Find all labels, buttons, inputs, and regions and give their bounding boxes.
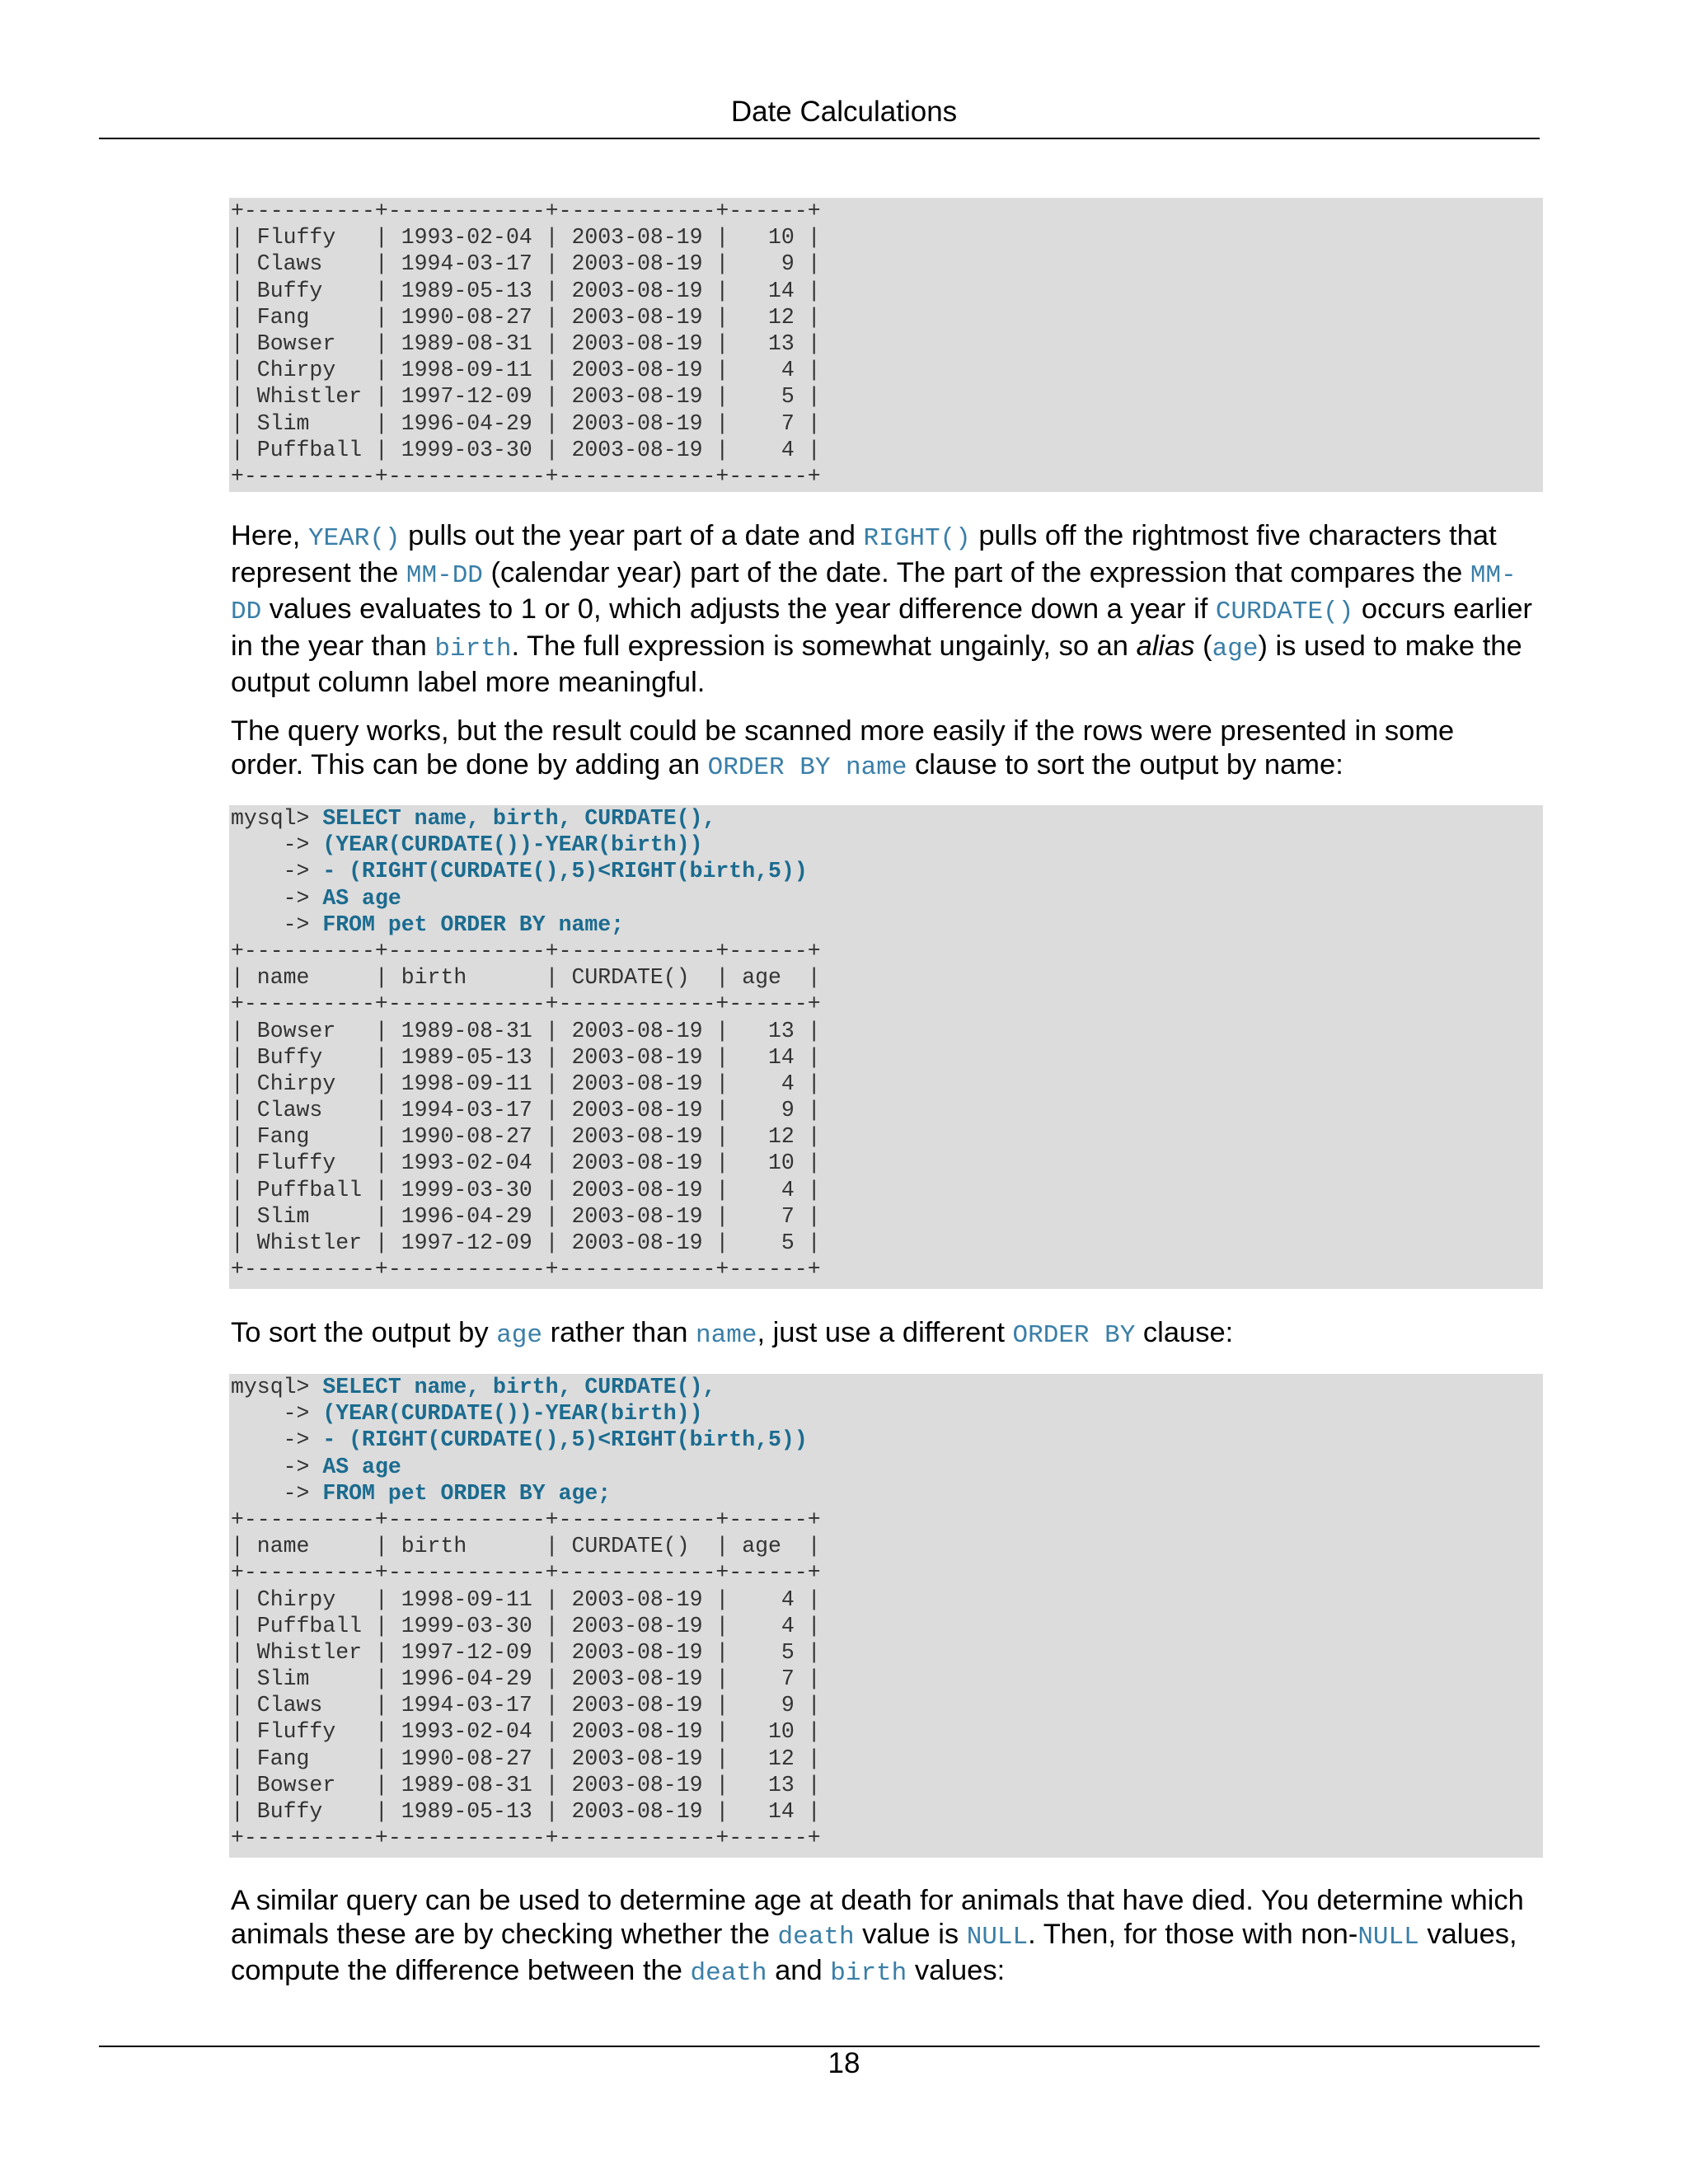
sql-command: FROM pet ORDER BY age; — [322, 1480, 612, 1506]
inline-code: RIGHT() — [863, 524, 971, 553]
code-line: +----------+------------+------------+------+ — [231, 1507, 821, 1532]
code-line: +----------+------------+------------+------+ — [231, 938, 821, 963]
sql-command: SELECT name, birth, CURDATE(), — [322, 806, 716, 831]
sql-command: (YEAR(CURDATE())-YEAR(birth)) — [322, 832, 703, 858]
sql-command: AS age — [322, 885, 401, 911]
inline-code: MM-DD — [406, 560, 483, 590]
inline-code: NULL — [1357, 1922, 1419, 1952]
code-line: | Puffball | 1999-03-30 | 2003-08-19 | 4 | — [231, 1613, 821, 1638]
paragraph-year-right-explanation: Here, YEAR() pulls out the year part of a date and RIGHT() pulls off the rightmost five characters that represent the MM-DD (calendar year) part of the date. The part of the expression that compares the MM-DD values evaluates to 1 or 0, which adjusts the year difference down a year if CURDATE() occurs earlier in the year than birth. The full expression is somewhat ungainly, so an alias (age) is used to make the output column label more meaningful. — [231, 520, 1532, 698]
code-line: | Puffball | 1999-03-30 | 2003-08-19 | 4 | — [231, 437, 821, 462]
code-line: | Slim | 1996-04-29 | 2003-08-19 | 7 | — [231, 410, 821, 436]
paragraph-order-by-name: The query works, but the result could be scanned more easily if the rows were presented in some order. This can be done by adding an ORDER BY name clause to sort the output by name: — [231, 715, 1455, 782]
code-block-order-by-name: mysql> SELECT name, birth, CURDATE(), -> (YEAR(CURDATE())-YEAR(birth)) -> - (RIGHT(CURDATE(),5)<RIGHT(birth,5)) -> AS age -> FROM pet ORDER BY name; +----------+------------+------------+------+ | name | birth | CURDATE() | age | +----------+------------+------------+------+ | Bowser | 1989-08-31 | 2003-08-19 | 13 | | Buffy | 1989-05-13 | 2003-08-19 | 14 | | Chirpy | 1998-09-11 | 2003-08-19 | 4 | | Claws | 1994-03-17 | 2003-08-19 | 9 | | Fang | 1990-08-27 | 2003-08-19 | 12 | | Fluffy | 1993-02-04 | 2003-08-19 | 10 | | Puffball | 1999-03-30 | 2003-08-19 | 4 | | Slim | 1996-04-29 | 2003-08-19 | 7 | | Whistler | 1997-12-09 | 2003-08-19 | 5 | +----------+------------+------------+------+ — [229, 805, 1543, 1289]
inline-code: CURDATE() — [1215, 598, 1354, 626]
code-line: | name | birth | CURDATE() | age | — [231, 965, 821, 991]
inline-code: NULL — [966, 1922, 1029, 1952]
inline-code: death — [777, 1922, 855, 1952]
code-line: +----------+------------+------------+------+ — [231, 991, 821, 1017]
code-line: | Claws | 1994-03-17 | 2003-08-19 | 9 | — [231, 1693, 821, 1718]
code-line: | Fluffy | 1993-02-04 | 2003-08-19 | 10 | — [231, 1151, 821, 1176]
code-line: | Fluffy | 1993-02-04 | 2003-08-19 | 10 | — [231, 1719, 821, 1745]
sql-command: FROM pet ORDER BY name; — [322, 912, 625, 937]
code-line: +----------+------------+------------+------+ — [231, 463, 821, 489]
code-line: +----------+------------+------------+------+ — [231, 1560, 821, 1586]
code-line: +----------+------------+------------+------+ — [231, 1257, 821, 1282]
sql-command: (YEAR(CURDATE())-YEAR(birth)) — [322, 1401, 703, 1427]
inline-code: YEAR() — [307, 524, 401, 553]
inline-code: birth — [830, 1959, 907, 1988]
sql-command: - (RIGHT(CURDATE(),5)<RIGHT(birth,5)) — [322, 859, 808, 884]
inline-code: MM-DD — [231, 560, 1517, 626]
code-block-result-table — [229, 198, 1543, 492]
code-line: | Fluffy | 1993-02-04 | 2003-08-19 | 10 | — [231, 225, 821, 251]
code-line: | Slim | 1996-04-29 | 2003-08-19 | 7 | — [231, 1666, 821, 1692]
code-line: | Claws | 1994-03-17 | 2003-08-19 | 9 | — [231, 1098, 821, 1123]
code-line: +----------+------------+------------+------+ — [231, 199, 821, 223]
paragraph-age-at-death: A similar query can be used to determine age at death for animals that have died. You determine which animals these are by checking whether the death value is NULL. Then, for those with non-NULL values, compute the difference between the death and birth values: — [231, 1885, 1524, 1988]
code-line: | Buffy | 1989-05-13 | 2003-08-19 | 14 | — [231, 1799, 821, 1824]
code-line: | Bowser | 1989-08-31 | 2003-08-19 | 13 | — [231, 1772, 821, 1797]
code-line: | Whistler | 1997-12-09 | 2003-08-19 | 5 | — [231, 1639, 821, 1665]
inline-code: ORDER BY — [1012, 1321, 1136, 1350]
code-line: | name | birth | CURDATE() | age | — [231, 1534, 821, 1559]
code-line: | Slim | 1996-04-29 | 2003-08-19 | 7 | — [231, 1203, 821, 1229]
inline-code: death — [690, 1959, 767, 1988]
paragraph-order-by-age: To sort the output by age rather than name, just use a different ORDER BY clause: — [231, 1317, 1234, 1350]
code-line: | Puffball | 1999-03-30 | 2003-08-19 | 4 | — [231, 1177, 821, 1202]
code-line: +----------+------------+------------+------+ — [231, 1825, 821, 1851]
code-line: | Fang | 1990-08-27 | 2003-08-19 | 12 | — [231, 1124, 821, 1150]
code-line: | Bowser | 1989-08-31 | 2003-08-19 | 13 | — [231, 1018, 821, 1043]
code-line: | Fang | 1990-08-27 | 2003-08-19 | 12 | — [231, 1746, 821, 1771]
code-line: | Buffy | 1989-05-13 | 2003-08-19 | 14 | — [231, 278, 821, 303]
code-block-order-by-age: mysql> SELECT name, birth, CURDATE(), -> (YEAR(CURDATE())-YEAR(birth)) -> - (RIGHT(CURDATE(),5)<RIGHT(birth,5)) -> AS age -> FROM pet ORDER BY age; +----------+------------+------------+------+ | name | birth | CURDATE() | age | +----------+------------+------------+------+ | Chirpy | 1998-09-11 | 2003-08-19 | 4 | | Puffball | 1999-03-30 | 2003-08-19 | 4 | | Whistler | 1997-12-09 | 2003-08-19 | 5 | | Slim | 1996-04-29 | 2003-08-19 | 7 | | Claws | 1994-03-17 | 2003-08-19 | 9 | | Fluffy | 1993-02-04 | 2003-08-19 | 10 | | Fang | 1990-08-27 | 2003-08-19 | 12 | | Bowser | 1989-08-31 | 2003-08-19 | 13 | | Buffy | 1989-05-13 | 2003-08-19 | 14 | +----------+------------+------------+------+ — [229, 1374, 1543, 1858]
code-line: | Chirpy | 1998-09-11 | 2003-08-19 | 4 | — [231, 1586, 821, 1612]
code-line: | Chirpy | 1998-09-11 | 2003-08-19 | 4 | — [231, 358, 821, 383]
inline-code: name — [696, 1321, 757, 1350]
code-line: | Chirpy | 1998-09-11 | 2003-08-19 | 4 | — [231, 1071, 821, 1096]
inline-code: ORDER BY name — [707, 752, 907, 782]
sql-command: SELECT name, birth, CURDATE(), — [322, 1375, 716, 1399]
code-line: | Fang | 1990-08-27 | 2003-08-19 | 12 | — [231, 304, 821, 330]
sql-command: AS age — [322, 1454, 401, 1479]
sql-command: - (RIGHT(CURDATE(),5)<RIGHT(birth,5)) — [322, 1427, 808, 1453]
header-divider — [99, 138, 1540, 139]
code-line: | Buffy | 1989-05-13 | 2003-08-19 | 14 | — [231, 1044, 821, 1070]
inline-code: birth — [434, 634, 512, 663]
inline-code: age — [1212, 634, 1259, 663]
emphasis-alias: alias — [1136, 630, 1195, 662]
inline-code: age — [496, 1321, 543, 1350]
code-line: | Claws | 1994-03-17 | 2003-08-19 | 9 | — [231, 251, 821, 277]
code-line: | Whistler | 1997-12-09 | 2003-08-19 | 5 | — [231, 1230, 821, 1255]
code-line: | Whistler | 1997-12-09 | 2003-08-19 | 5 | — [231, 384, 821, 410]
page-number: 18 — [828, 2047, 860, 2079]
code-line: | Bowser | 1989-08-31 | 2003-08-19 | 13 | — [231, 330, 821, 356]
page-header-title: Date Calculations — [730, 96, 958, 128]
